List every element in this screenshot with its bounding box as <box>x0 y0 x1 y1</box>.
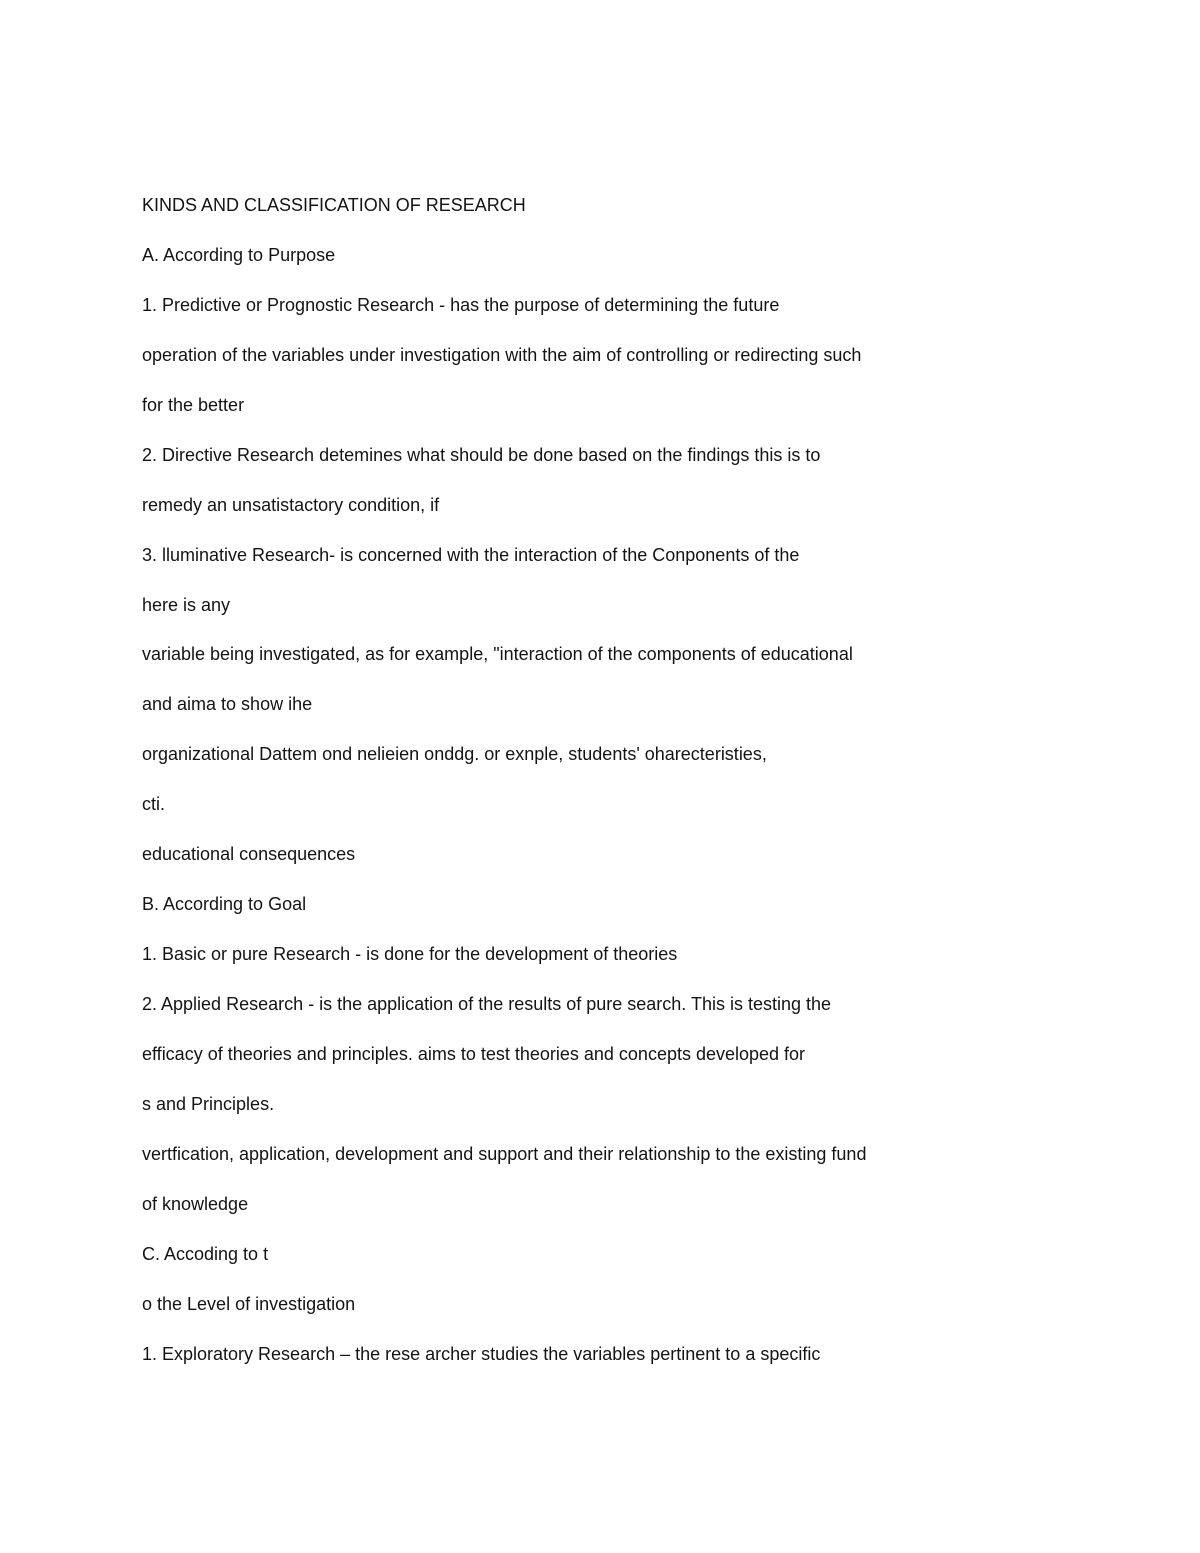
text-line: operation of the variables under investigation with the aim of controlling or redirecting such <box>142 344 862 365</box>
text-line: cti. <box>142 794 166 815</box>
text-line: vertfication, application, development and support and their relationship to the existing fund <box>142 1143 867 1164</box>
text-line: variable being investigated, as for example, "interaction of the components of educational <box>142 644 853 665</box>
text-line: 1. Predictive or Prognostic Research - has the purpose of determining the future <box>142 294 780 315</box>
document-body <box>142 192 1142 1391</box>
text-line: organizational Dattem ond nelieien onddg. or exnple, students' oharecteristies, <box>142 744 767 765</box>
section-heading-goal: B. According to Goal <box>142 894 307 915</box>
text-line: 3. lluminative Research- is concerned with the interaction of the Conponents of the <box>142 544 800 565</box>
text-line: here is any <box>142 594 231 615</box>
section-heading-purpose: A. According to Purpose <box>142 244 336 265</box>
text-line: for the better <box>142 394 245 415</box>
text-line: s and Principles. <box>142 1093 275 1114</box>
text-line: remedy an unsatistactory condition, if <box>142 494 440 515</box>
text-line: and aima to show ihe <box>142 694 313 715</box>
text-line: educational consequences <box>142 844 356 865</box>
text-line: 1. Basic or pure Research - is done for the development of theories <box>142 944 678 965</box>
text-line: efficacy of theories and principles. aims to test theories and concepts developed for <box>142 1043 806 1064</box>
text-line: o the Level of investigation <box>142 1293 356 1314</box>
section-heading-level: C. Accoding to t <box>142 1243 269 1264</box>
text-line: of knowledge <box>142 1193 249 1214</box>
text-line: 2. Directive Research detemines what should be done based on the findings this is to <box>142 444 821 465</box>
text-line: 2. Applied Research - is the application of the results of pure search. This is testing the <box>142 994 832 1014</box>
document-title: KINDS AND CLASSIFICATION OF RESEARCH <box>142 195 526 215</box>
text-line: 1. Exploratory Research – the rese archer studies the variables pertinent to a specific <box>142 1343 821 1364</box>
